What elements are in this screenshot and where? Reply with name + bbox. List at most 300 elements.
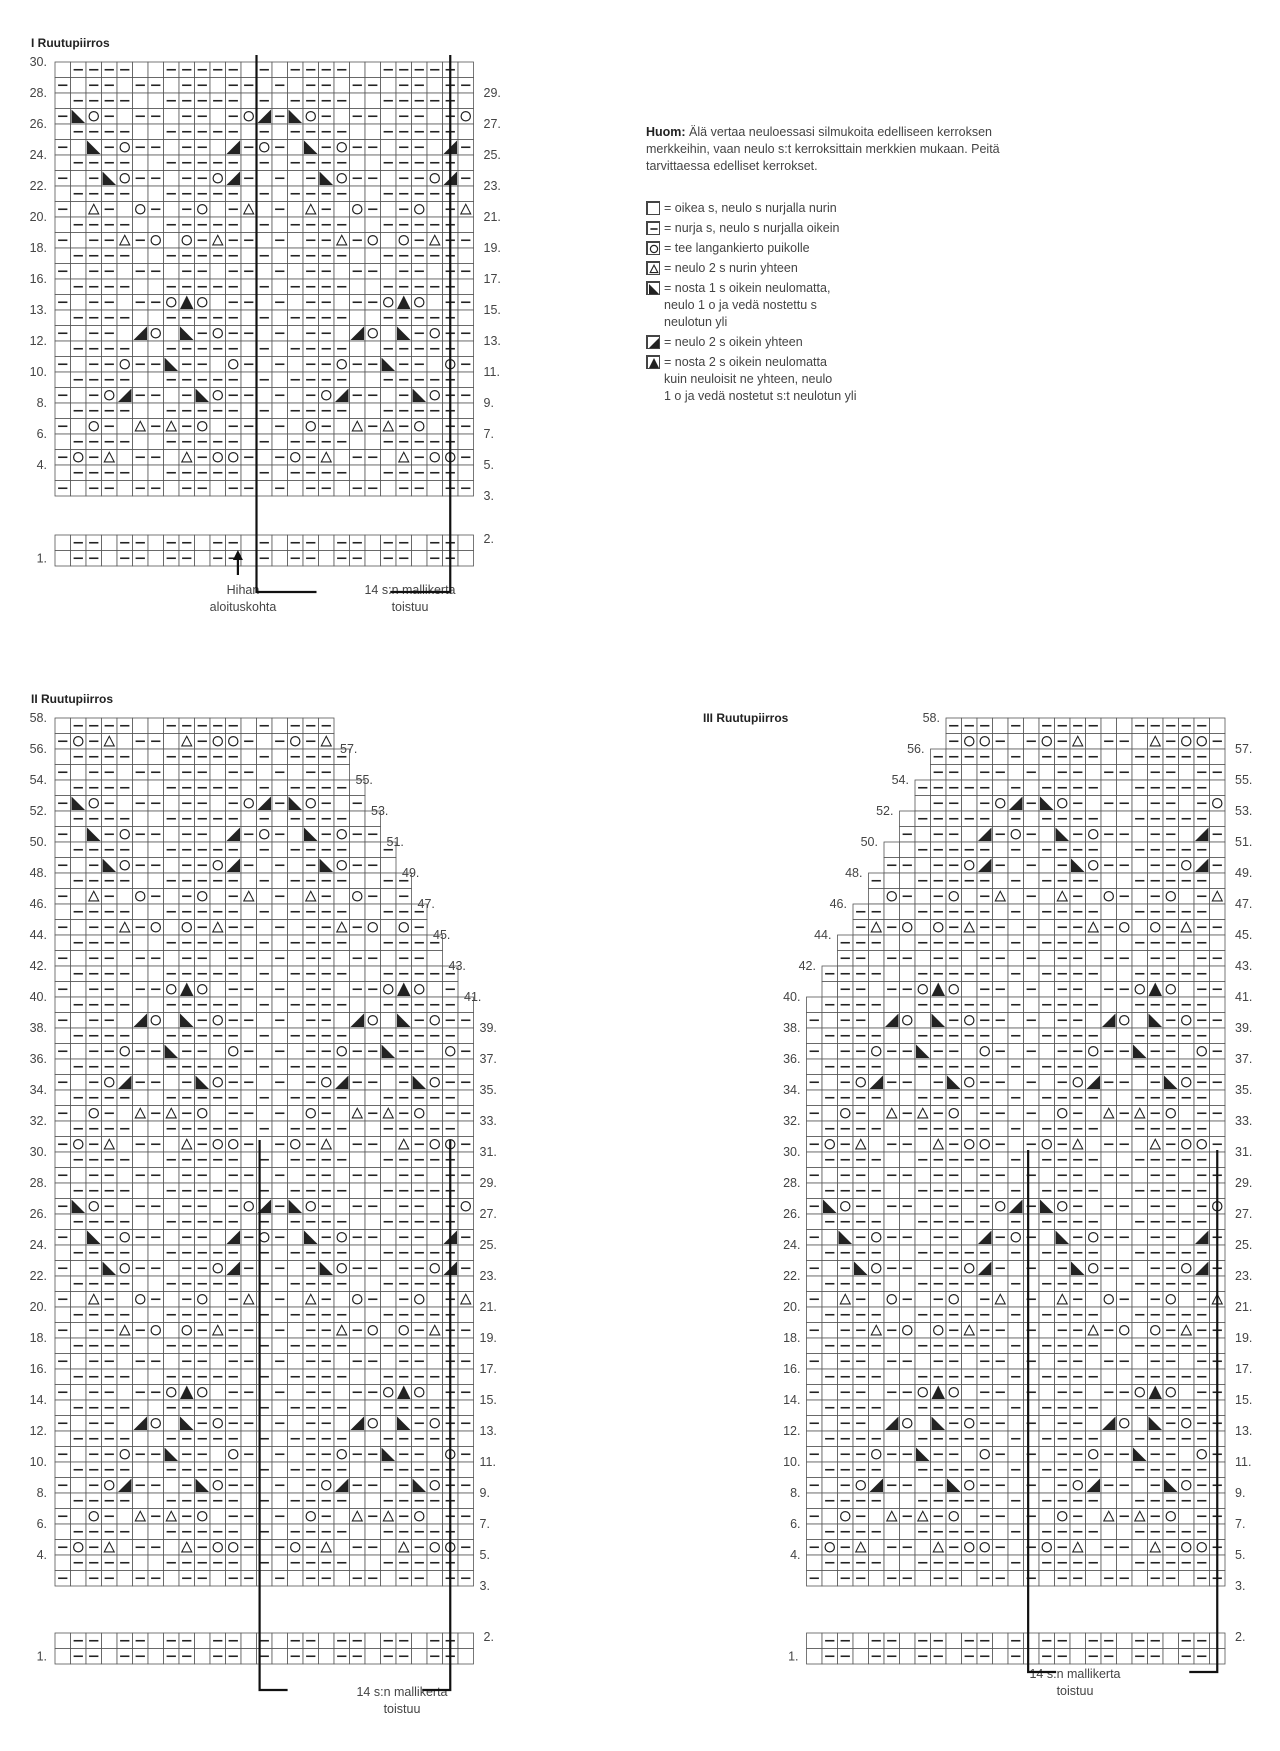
stitch-cell — [350, 1090, 366, 1106]
stitch-cell — [117, 827, 133, 843]
stitch-cell — [900, 1323, 916, 1339]
stitch-cell — [1179, 765, 1195, 781]
stitch-cell — [807, 1214, 823, 1230]
stitch-cell — [1039, 1261, 1055, 1277]
stitch-cell — [1039, 1230, 1055, 1246]
row-number: 23. — [1235, 1269, 1253, 1283]
stitch-cell — [884, 1431, 900, 1447]
row-number: 24. — [29, 1238, 47, 1252]
note-label: Huom: — [646, 125, 686, 139]
stitch-cell — [241, 1338, 257, 1354]
stitch-cell — [350, 93, 366, 109]
stitch-cell — [288, 1416, 304, 1432]
stitch-cell — [288, 1168, 304, 1184]
stitch-cell — [148, 1369, 164, 1385]
stitch-cell — [350, 1121, 366, 1137]
stitch-cell — [288, 920, 304, 936]
stitch-cell — [226, 1137, 242, 1153]
row-number: 35. — [1235, 1083, 1253, 1097]
stitch-cell — [241, 811, 257, 827]
stitch-cell — [117, 1230, 133, 1246]
stitch-cell — [272, 535, 288, 551]
repeat-label-1: 14 s:n mallikerta toistuu — [364, 583, 456, 614]
stitch-cell — [241, 1199, 257, 1215]
stitch-cell — [915, 858, 931, 874]
row-number: 9. — [483, 396, 494, 410]
stitch-cell — [288, 1013, 304, 1029]
stitch-cell — [288, 889, 304, 905]
stitch-cell — [55, 1090, 71, 1106]
stitch-cell — [288, 202, 304, 218]
stitch-cell — [117, 1013, 133, 1029]
row-number: 6. — [790, 1517, 801, 1531]
stitch-cell — [117, 1354, 133, 1370]
stitch-cell — [350, 1152, 366, 1168]
stitch-cell — [1008, 1323, 1024, 1339]
stitch-cell — [55, 873, 71, 889]
stitch-cell — [1086, 1106, 1102, 1122]
stitch-cell — [350, 904, 366, 920]
stitch-cell — [1101, 1462, 1117, 1478]
stitch-cell — [148, 920, 164, 936]
stitch-cell — [993, 796, 1009, 812]
stitch-cell — [71, 326, 87, 342]
row-number: 9. — [1235, 1486, 1246, 1500]
stitch-cell — [334, 951, 350, 967]
stitch-cell — [334, 1354, 350, 1370]
stitch-cell — [117, 481, 133, 497]
stitch-cell — [807, 1493, 823, 1509]
stitch-cell — [257, 202, 273, 218]
stitch-cell — [1086, 1168, 1102, 1184]
stitch-cell — [962, 1230, 978, 1246]
stitch-cell — [117, 264, 133, 280]
row-number: 51. — [386, 835, 404, 849]
stitch-cell — [1210, 997, 1226, 1013]
stitch-cell — [1132, 796, 1148, 812]
stitch-cell — [1101, 749, 1117, 765]
stitch-cell — [915, 1478, 931, 1494]
stitch-cell — [1039, 1509, 1055, 1525]
row-number: 48. — [29, 866, 47, 880]
stitch-cell — [1194, 734, 1210, 750]
stitch-cell — [272, 1245, 288, 1261]
stitch-cell — [1008, 1478, 1024, 1494]
stitch-cell — [884, 1183, 900, 1199]
stitch-cell — [148, 718, 164, 734]
stitch-cell — [365, 1416, 381, 1432]
stitch-cell — [1008, 1044, 1024, 1060]
stitch-cell — [257, 1013, 273, 1029]
stitch-cell — [133, 873, 149, 889]
stitch-cell — [257, 419, 273, 435]
stitch-cell — [350, 811, 366, 827]
stitch-cell — [133, 341, 149, 357]
stitch-cell — [807, 1524, 823, 1540]
stitch-cell — [427, 1354, 443, 1370]
stitch-cell — [900, 1555, 916, 1571]
stitch-cell — [1039, 734, 1055, 750]
stitch-cell — [288, 171, 304, 187]
stitch-cell — [869, 1385, 885, 1401]
stitch-cell — [838, 1199, 854, 1215]
stitch-cell — [179, 920, 195, 936]
stitch-cell — [55, 341, 71, 357]
stitch-cell — [319, 1649, 335, 1665]
stitch-cell — [1179, 796, 1195, 812]
stitch-cell — [257, 171, 273, 187]
stitch-cell — [993, 1183, 1009, 1199]
stitch-cell — [71, 295, 87, 311]
stitch-cell — [427, 1199, 443, 1215]
stitch-cell — [288, 1292, 304, 1308]
stitch-cell — [164, 202, 180, 218]
stitch-cell — [1132, 1292, 1148, 1308]
row-number: 15. — [483, 303, 501, 317]
stitch-cell — [55, 780, 71, 796]
stitch-cell — [1008, 951, 1024, 967]
stitch-cell — [55, 1245, 71, 1261]
stitch-cell — [381, 264, 397, 280]
stitch-cell — [1179, 858, 1195, 874]
row-number: 8. — [790, 1486, 801, 1500]
stitch-cell — [1132, 1540, 1148, 1556]
stitch-cell — [272, 1633, 288, 1649]
stitch-cell — [350, 403, 366, 419]
stitch-cell — [1008, 1106, 1024, 1122]
stitch-cell — [117, 982, 133, 998]
stitch-cell — [869, 1013, 885, 1029]
stitch-cell — [381, 481, 397, 497]
stitch-cell — [993, 904, 1009, 920]
stitch-cell — [71, 1478, 87, 1494]
stitch-cell — [350, 1400, 366, 1416]
stitch-cell — [272, 1431, 288, 1447]
stitch-cell — [427, 1478, 443, 1494]
stitch-cell — [117, 295, 133, 311]
stitch-cell — [1101, 842, 1117, 858]
row-number: 49. — [1235, 866, 1253, 880]
stitch-cell — [1070, 1649, 1086, 1665]
stitch-cell — [257, 388, 273, 404]
stitch-cell — [86, 109, 102, 125]
stitch-cell — [884, 1214, 900, 1230]
stitch-cell — [962, 1044, 978, 1060]
stitch-cell — [210, 734, 226, 750]
row-number: 55. — [1235, 773, 1253, 787]
stitch-cell — [148, 873, 164, 889]
row-number: 19. — [479, 1331, 497, 1345]
stitch-cell — [412, 1509, 428, 1525]
stitch-cell — [458, 372, 474, 388]
stitch-cell — [257, 481, 273, 497]
stitch-cell — [1210, 935, 1226, 951]
stitch-cell — [241, 1276, 257, 1292]
stitch-cell — [365, 124, 381, 140]
stitch-cell — [71, 920, 87, 936]
stitch-cell — [350, 186, 366, 202]
stitch-cell — [1179, 1013, 1195, 1029]
stitch-cell — [148, 465, 164, 481]
stitch-cell — [288, 1106, 304, 1122]
stitch-cell — [102, 551, 118, 567]
stitch-cell — [1101, 1431, 1117, 1447]
row-number: 27. — [1235, 1207, 1253, 1221]
stitch-cell — [350, 1431, 366, 1447]
stitch-cell — [71, 78, 87, 94]
stitch-cell — [148, 1338, 164, 1354]
stitch-cell — [1039, 1292, 1055, 1308]
stitch-cell — [807, 1338, 823, 1354]
row-number: 58. — [29, 711, 47, 725]
stitch-cell — [993, 1555, 1009, 1571]
stitch-cell — [148, 551, 164, 567]
stitch-cell — [1024, 1028, 1040, 1044]
stitch-cell — [133, 155, 149, 171]
stitch-cell — [350, 217, 366, 233]
stitch-cell — [55, 1462, 71, 1478]
stitch-cell — [350, 873, 366, 889]
repeat-label-3: 14 s:n mallikerta toistuu — [1029, 1667, 1121, 1698]
row-number: 11. — [483, 365, 500, 379]
stitch-cell — [931, 1323, 947, 1339]
stitch-cell — [822, 1447, 838, 1463]
stitch-cell — [1132, 1168, 1148, 1184]
repeat-label-2: 14 s:n mallikerta toistuu — [356, 1685, 448, 1716]
row-number: 12. — [29, 1424, 47, 1438]
stitch-cell — [1008, 889, 1024, 905]
stitch-cell — [458, 465, 474, 481]
stitch-cell — [195, 889, 211, 905]
stitch-cell — [257, 233, 273, 249]
stitch-cell — [1039, 1168, 1055, 1184]
stitch-cell — [272, 1121, 288, 1137]
stitch-cell — [226, 1540, 242, 1556]
stitch-cell — [334, 1137, 350, 1153]
stitch-cell — [272, 1524, 288, 1540]
stitch-cell — [427, 1261, 443, 1277]
row-number: 33. — [1235, 1114, 1253, 1128]
stitch-cell — [164, 109, 180, 125]
stitch-cell — [822, 1261, 838, 1277]
stitch-cell — [272, 1183, 288, 1199]
stitch-cell — [900, 1431, 916, 1447]
stitch-cell — [1179, 1106, 1195, 1122]
stitch-cell — [133, 811, 149, 827]
stitch-cell — [133, 202, 149, 218]
stitch-cell — [226, 357, 242, 373]
stitch-cell — [71, 951, 87, 967]
row-number: 31. — [1235, 1145, 1253, 1159]
stitch-cell — [915, 1323, 931, 1339]
stitch-cell — [807, 1183, 823, 1199]
stitch-cell — [1101, 1152, 1117, 1168]
stitch-cell — [1179, 1230, 1195, 1246]
row-number: 1. — [36, 1649, 47, 1664]
row-number: 45. — [433, 928, 451, 942]
stitch-cell — [164, 796, 180, 812]
stitch-cell — [1179, 1261, 1195, 1277]
stitch-cell — [86, 1509, 102, 1525]
stitch-cell — [241, 796, 257, 812]
stitch-cell — [1117, 1276, 1133, 1292]
stitch-cell — [241, 535, 257, 551]
row-number: 30. — [29, 55, 47, 69]
stitch-cell — [350, 1183, 366, 1199]
stitch-cell — [884, 1493, 900, 1509]
stitch-cell — [55, 1307, 71, 1323]
stitch-cell — [71, 388, 87, 404]
stitch-cell — [350, 1028, 366, 1044]
stitch-cell — [272, 1369, 288, 1385]
stitch-cell — [458, 109, 474, 125]
stitch-cell — [1210, 873, 1226, 889]
stitch-cell — [1024, 1462, 1040, 1478]
row-number: 3. — [483, 489, 494, 503]
stitch-cell — [55, 155, 71, 171]
stitch-cell — [148, 1245, 164, 1261]
stitch-cell — [884, 1369, 900, 1385]
stitch-cell — [915, 1292, 931, 1308]
stitch-cell — [412, 1649, 428, 1665]
stitch-cell — [807, 1462, 823, 1478]
stitch-cell — [303, 1509, 319, 1525]
stitch-cell — [288, 140, 304, 156]
stitch-cell — [458, 551, 474, 567]
stitch-cell — [133, 1090, 149, 1106]
stitch-cell — [884, 1152, 900, 1168]
stitch-cell — [1117, 1059, 1133, 1075]
row-number: 13. — [29, 303, 47, 317]
stitch-cell — [148, 1276, 164, 1292]
stitch-cell — [1179, 1447, 1195, 1463]
stitch-cell — [117, 1044, 133, 1060]
stitch-cell — [1008, 1540, 1024, 1556]
stitch-cell — [1117, 1214, 1133, 1230]
stitch-cell — [1163, 1649, 1179, 1665]
stitch-cell — [1086, 858, 1102, 874]
stitch-cell — [1039, 1447, 1055, 1463]
stitch-cell — [164, 481, 180, 497]
stitch-cell — [1086, 1416, 1102, 1432]
stitch-cell — [55, 1633, 71, 1649]
stitch-cell — [365, 1059, 381, 1075]
stitch-cell — [117, 1385, 133, 1401]
stitch-cell — [1086, 1261, 1102, 1277]
stitch-cell — [334, 264, 350, 280]
row-number: 15. — [1235, 1393, 1253, 1407]
stitch-cell — [822, 1292, 838, 1308]
stitch-cell — [365, 403, 381, 419]
stitch-cell — [1024, 1276, 1040, 1292]
stitch-cell — [458, 155, 474, 171]
stitch-cell — [915, 920, 931, 936]
stitch-cell — [133, 749, 149, 765]
stitch-cell — [822, 1230, 838, 1246]
stitch-cell — [133, 780, 149, 796]
stitch-cell — [1086, 982, 1102, 998]
stitch-cell — [164, 982, 180, 998]
stitch-cell — [133, 1400, 149, 1416]
stitch-cell — [869, 1292, 885, 1308]
stitch-cell — [133, 1276, 149, 1292]
stitch-cell — [381, 450, 397, 466]
stitch-cell — [71, 1168, 87, 1184]
stitch-cell — [117, 1261, 133, 1277]
stitch-cell — [915, 1013, 931, 1029]
stitch-cell — [55, 403, 71, 419]
stitch-cell — [350, 1555, 366, 1571]
stitch-cell — [288, 734, 304, 750]
stitch-cell — [86, 796, 102, 812]
stitch-cell — [241, 1307, 257, 1323]
stitch-cell — [241, 718, 257, 734]
stitch-cell — [365, 551, 381, 567]
stitch-cell — [1024, 1633, 1040, 1649]
stitch-cell — [1210, 966, 1226, 982]
stitch-cell — [303, 796, 319, 812]
stitch-cell — [993, 1028, 1009, 1044]
stitch-cell — [334, 1292, 350, 1308]
stitch-cell — [900, 842, 916, 858]
stitch-cell — [1132, 765, 1148, 781]
stitch-cell — [822, 1013, 838, 1029]
stitch-cell — [1194, 1044, 1210, 1060]
stitch-cell — [133, 935, 149, 951]
stitch-cell — [977, 1137, 993, 1153]
stitch-cell — [365, 1013, 381, 1029]
stitch-cell — [272, 1400, 288, 1416]
row-number: 34. — [29, 1083, 47, 1097]
stitch-cell — [210, 481, 226, 497]
stitch-cell — [272, 997, 288, 1013]
stitch-cell — [1008, 982, 1024, 998]
row-number: 12. — [783, 1424, 801, 1438]
stitch-cell — [102, 535, 118, 551]
stitch-cell — [210, 357, 226, 373]
stitch-cell — [71, 481, 87, 497]
stitch-cell — [71, 1137, 87, 1153]
stitch-cell — [164, 951, 180, 967]
stitch-cell — [195, 1385, 211, 1401]
stitch-cell — [381, 1168, 397, 1184]
stitch-cell — [1132, 1323, 1148, 1339]
stitch-cell — [365, 535, 381, 551]
row-number: 46. — [29, 897, 47, 911]
stitch-cell — [241, 551, 257, 567]
stitch-cell — [55, 434, 71, 450]
stitch-cell — [334, 858, 350, 874]
legend-text: = oikea s, neulo s nurjalla nurin — [664, 201, 837, 215]
stitch-cell — [1086, 765, 1102, 781]
row-number: 32. — [29, 1114, 47, 1128]
row-number: 19. — [1235, 1331, 1253, 1345]
stitch-cell — [148, 248, 164, 264]
row-number: 2. — [1235, 1630, 1246, 1644]
stitch-cell — [133, 310, 149, 326]
stitch-cell — [993, 1199, 1009, 1215]
stitch-cell — [365, 1152, 381, 1168]
stitch-cell — [962, 982, 978, 998]
stitch-cell — [962, 827, 978, 843]
stitch-cell — [412, 551, 428, 567]
stitch-cell — [365, 966, 381, 982]
stitch-cell — [241, 310, 257, 326]
row-number: 37. — [479, 1052, 497, 1066]
stitch-cell — [807, 1152, 823, 1168]
stitch-cell — [993, 811, 1009, 827]
row-number: 4. — [36, 458, 47, 472]
